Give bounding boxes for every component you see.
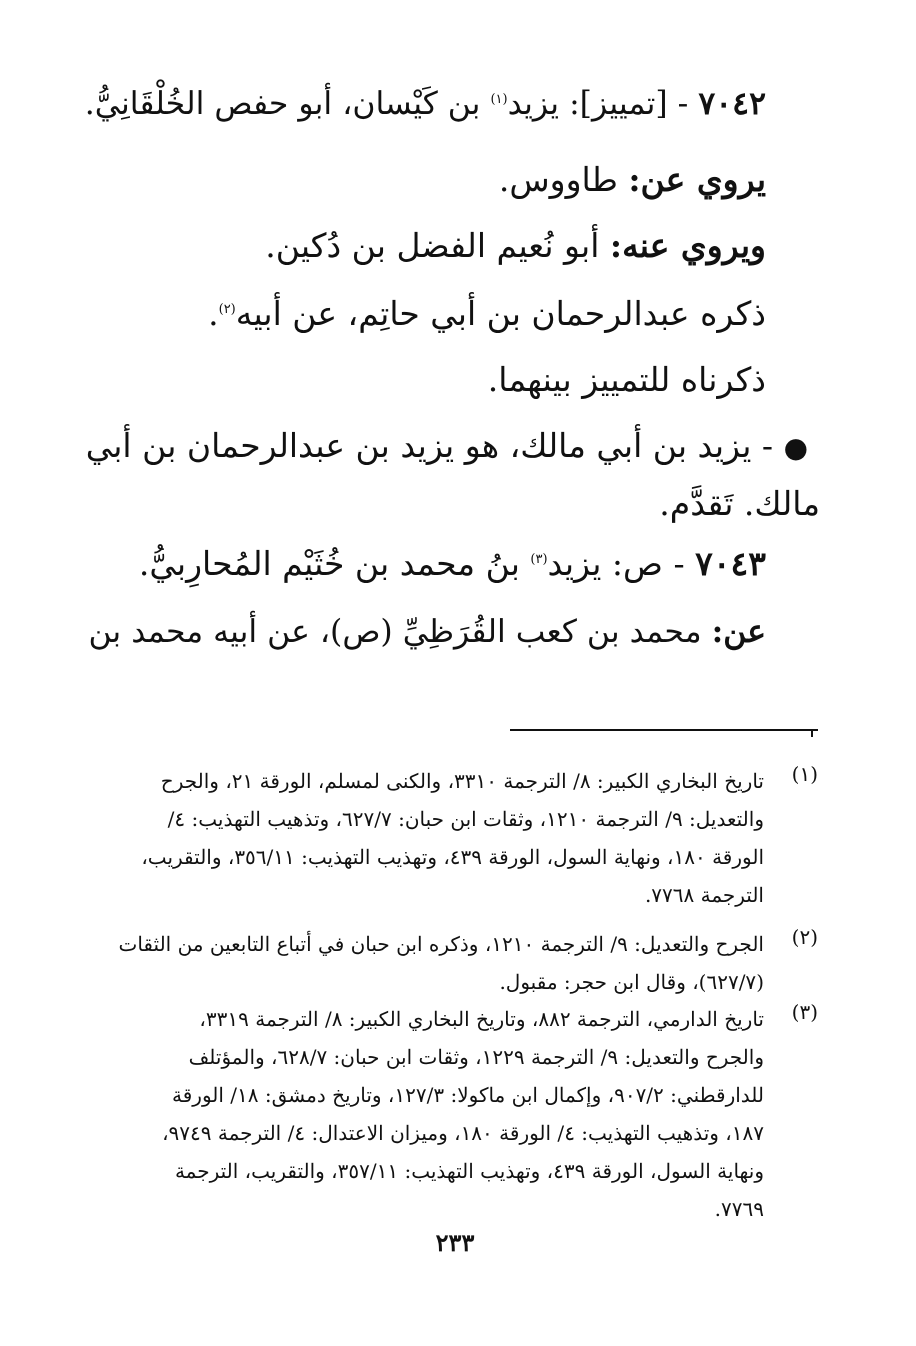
footnote-2: [118, 925, 818, 1005]
bullet-icon: ●: [783, 431, 808, 464]
narrated-by-label: ويروي عنه:: [609, 226, 766, 265]
footnote-number: (٣): [791, 1000, 818, 1024]
footnote-line: والتعديل: ٩/ الترجمة ١٢١٠، وثقات ابن حبان: ٦٢٧/٧، وتذهيب التهذيب: ٤/: [167, 807, 764, 831]
footnote-3: [118, 1000, 818, 1235]
footnote-text: [118, 762, 764, 914]
footnote-line: الجرح والتعديل: ٩/ الترجمة ١٢١٠، وذكره ابن حبان في أتباع التابعين من الثقات: [118, 932, 764, 956]
footnote-separator-tick: [811, 729, 813, 737]
mentioned-by-line: [208, 292, 766, 336]
entry-number: ٧٠٤٣: [695, 544, 766, 583]
footnote-ref-2[interactable]: (٢): [218, 302, 236, 317]
from-label: عن:: [711, 613, 766, 650]
footnote-number: (٢): [791, 925, 818, 949]
narrated-by-line: [265, 224, 766, 268]
narrates-from-value: طاووس.: [498, 160, 629, 199]
footnote-separator: [510, 729, 818, 731]
mentioned-by-end: .: [208, 294, 219, 333]
footnote-line: تاريخ البخاري الكبير: ٨/ الترجمة ٣٣١٠، والكنى لمسلم، الورقة ٢١، والجرح: [160, 769, 764, 793]
narrates-from-label: يروي عن:: [628, 160, 766, 199]
footnote-line: (٦٢٧/٧)، وقال ابن حجر: مقبول.: [499, 970, 764, 994]
distinction-text: ذكرناه للتمييز بينهما.: [487, 360, 766, 399]
entry-heading-7042: [85, 82, 766, 126]
footnote-line: ٧٧٦٩.: [714, 1197, 764, 1221]
entry-title-end: بنُ محمد بن خُثَيْم المُحارِبيُّ.: [138, 544, 531, 583]
cross-reference-continuation: [659, 482, 820, 526]
cross-reference-cont-text: مالك. تَقدَّم.: [659, 484, 820, 523]
footnote-line: ونهاية السول، الورقة ٤٣٩، وتهذيب التهذيب: ٣٥٧/١١، والتقريب، الترجمة: [174, 1159, 764, 1183]
distinction-line: [488, 358, 766, 402]
footnote-line: والجرح والتعديل: ٩/ الترجمة ١٢٢٩، وثقات ابن حبان: ٦٢٨/٧، والمؤتلف: [188, 1045, 764, 1069]
from-line: [88, 610, 766, 654]
footnote-line: تاريخ الدارمي، الترجمة ٨٨٢، وتاريخ البخاري الكبير: ٨/ الترجمة ٣٣١٩،: [199, 1007, 764, 1031]
from-value: محمد بن كعب القُرَظِيِّ (ص)، عن أبيه محمد بن: [88, 614, 712, 650]
footnote-line: الورقة ١٨٠، ونهاية السول، الورقة ٤٣٩، وتهذيب التهذيب: ٣٥٦/١١، والتقريب،: [141, 845, 764, 869]
footnote-ref-1[interactable]: (١): [490, 92, 508, 107]
narrated-by-value: أبو نُعيم الفضل بن دُكين.: [265, 226, 610, 265]
footnote-text: [118, 925, 764, 1001]
footnote-1: [118, 762, 818, 922]
entry-title-end: بن كَيْسان، أبو حفص الخُلْقَانِيُّ.: [84, 86, 491, 122]
entry-title-start: - ص: يزيد: [547, 544, 696, 583]
cross-reference-text: - يزيد بن أبي مالك، هو يزيد بن عبدالرحمان بن أبي: [85, 426, 784, 465]
entry-number: ٧٠٤٢: [698, 85, 766, 122]
footnote-number: (١): [791, 762, 818, 786]
footnote-line: الترجمة ٧٧٦٨.: [644, 883, 764, 907]
footnote-line: ١٨٧، وتذهيب التهذيب: ٤/ الورقة ١٨٠، وميزان الاعتدال: ٤/ الترجمة ٩٧٤٩،: [162, 1121, 764, 1145]
entry-title-start: - [تمييز]: يزيد: [507, 86, 699, 122]
footnote-line: للدارقطني: ٩٠٧/٢، وإكمال ابن ماكولا: ١٢٧/٣، وتاريخ دمشق: ١٨/ الورقة: [172, 1083, 764, 1107]
footnote-ref-3[interactable]: (٣): [530, 552, 548, 567]
cross-reference-line: [86, 424, 808, 470]
mentioned-by-text: ذكره عبدالرحمان بن أبي حاتِم، عن أبيه: [235, 294, 766, 333]
footnote-text: [118, 1000, 764, 1228]
entry-heading-7043: [139, 542, 766, 586]
page-number: ٢٣٣: [435, 1228, 475, 1257]
narrates-from-line: [499, 158, 766, 202]
